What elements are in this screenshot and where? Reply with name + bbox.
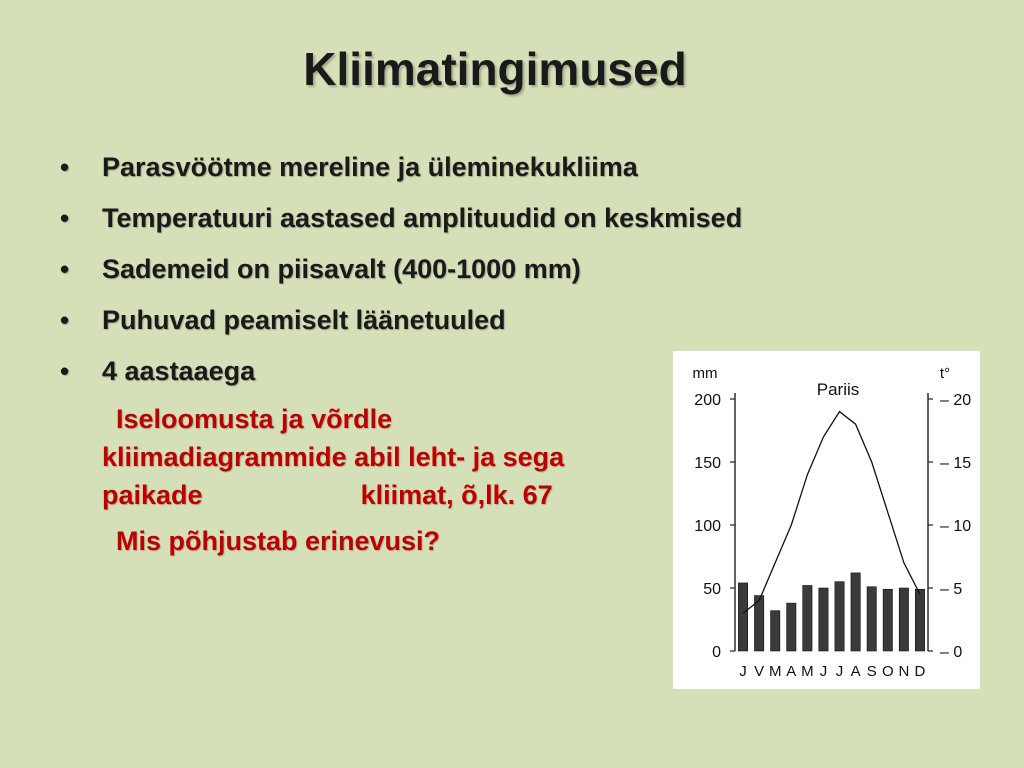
climate-chart-svg	[673, 351, 980, 689]
precipitation-bar	[883, 589, 892, 651]
bullet-dot: •	[60, 203, 70, 233]
task-text	[102, 400, 722, 560]
month-label: M	[768, 663, 782, 680]
bullet-item	[60, 148, 742, 199]
precipitation-bar	[787, 603, 796, 651]
left-axis-unit: mm	[692, 365, 718, 382]
bullet-dot: •	[60, 305, 70, 335]
month-label: J	[819, 663, 828, 680]
bullet-dot: •	[60, 254, 70, 284]
left-tick-label: 100	[694, 518, 721, 535]
task-line-2: kliimadiagrammide abil leht- ja sega	[102, 442, 565, 472]
bullet-text: Sademeid on piisavalt (400-1000 mm)	[102, 254, 581, 284]
bullet-list	[60, 148, 742, 403]
task-line-3b: kliimat, õ,lk. 67	[360, 480, 553, 510]
month-label: V	[754, 663, 765, 680]
precipitation-bar	[738, 583, 747, 651]
right-tick-label: – 15	[940, 455, 972, 472]
left-tick-label: 150	[694, 455, 721, 472]
month-label: J	[739, 663, 747, 680]
precipitation-bar	[835, 582, 844, 651]
task-line-3a: paikade	[102, 480, 203, 510]
month-label: A	[786, 663, 797, 680]
precipitation-bar	[851, 573, 860, 651]
temperature-line	[743, 412, 920, 614]
month-label: N	[898, 663, 910, 680]
bullet-dot: •	[60, 152, 70, 182]
task-line-3	[102, 476, 722, 514]
slide-title: Kliimatingimused	[303, 43, 687, 95]
right-axis-unit: t°	[939, 365, 951, 382]
bullet-text: Temperatuuri aastased amplituudid on keskmised	[102, 203, 743, 233]
bullet-item	[60, 250, 742, 301]
month-label: D	[914, 663, 926, 680]
precipitation-bar	[867, 587, 876, 651]
bullet-item	[60, 352, 742, 403]
right-tick-label: – 5	[940, 581, 963, 598]
month-label: O	[881, 663, 894, 680]
precipitation-bar	[915, 589, 924, 651]
bullet-text: Puhuvad peamiselt läänetuuled	[102, 305, 506, 335]
right-tick-label: – 20	[940, 392, 972, 409]
left-tick-label: 200	[694, 392, 721, 409]
bullet-dot: •	[60, 356, 70, 386]
left-tick-label: 0	[712, 644, 721, 661]
left-tick-label: 50	[703, 581, 721, 598]
month-label: S	[866, 663, 877, 680]
bullet-text: 4 aastaaega	[102, 356, 256, 386]
month-label: A	[850, 663, 861, 680]
month-label: J	[835, 663, 844, 680]
bullet-item	[60, 301, 742, 352]
precipitation-bar	[803, 585, 812, 651]
question-text: Mis põhjustab erinevusi?	[116, 526, 441, 556]
bullet-item	[60, 199, 742, 250]
precipitation-bar	[899, 588, 908, 651]
chart-title: Pariis	[816, 380, 860, 399]
month-label: M	[801, 663, 814, 680]
precipitation-bar	[771, 611, 780, 651]
task-line-1: Iseloomusta ja võrdle	[116, 404, 393, 434]
bullet-text: Parasvöötme mereline ja üleminekukliima	[102, 152, 638, 182]
right-tick-label: – 0	[940, 644, 963, 661]
climate-diagram	[673, 351, 980, 689]
right-tick-label: – 10	[940, 518, 972, 535]
precipitation-bar	[819, 588, 828, 651]
